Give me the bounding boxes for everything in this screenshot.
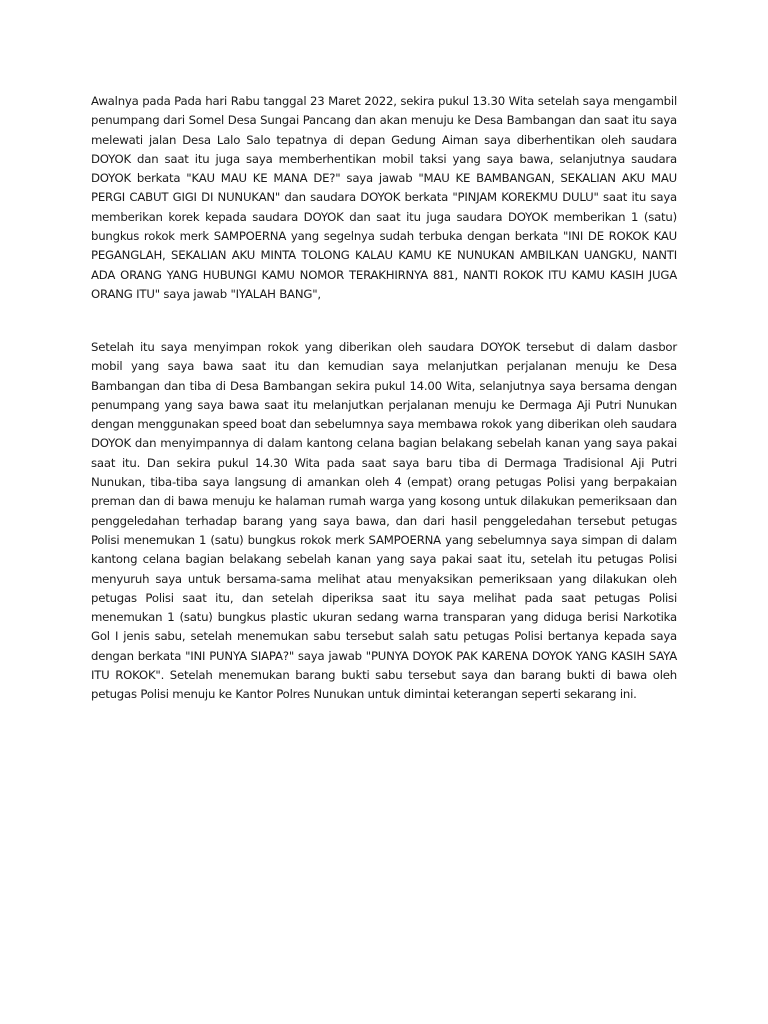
paragraph-2: Setelah itu saya menyimpan rokok yang diberikan oleh saudara DOYOK tersebut di dalam dasbor mobil yang saya bawa saat itu dan kemudian saya melanjutkan perjalanan menuju ke Desa Bambangan dan tiba di Desa Bambangan sekira pukul 14.00 Wita, selanjutnya saya bersama dengan penumpang yang saya bawa saat itu melanjutkan perjalanan menuju ke Dermaga Aji Putri Nunukan dengan menggunakan speed boat dan sebelumnya saya membawa rokok yang diberikan oleh saudara DOYOK dan menyimpannya di dalam kantong celana bagian belakang sebelah kanan yang saya pakai saat itu. Dan sekira pukul 14.30 Wita pada saat saya baru tiba di Dermaga Tradisional Aji Putri Nunukan, tiba-tiba saya langsung di amankan oleh 4 (empat) orang petugas Polisi yang berpakaian preman dan di bawa menuju ke halaman rumah warga yang kosong untuk dilakukan pemeriksaan dan penggeledahan terhadap barang yang saya bawa, dan dari hasil penggeledahan tersebut petugas Polisi menemukan 1 (satu) bungkus rokok merk SAMPOERNA yang sebelumnya saya simpan di dalam kantong celana bagian belakang sebelah kanan yang saya pakai saat itu, setelah itu petugas Polisi menyuruh saya untuk bersama-sama melihat atau menyaksikan pemeriksaan yang dilakukan oleh petugas Polisi saat itu, dan setelah diperiksa saat itu saya melihat pada saat petugas Polisi menemukan 1 (satu) bungkus plastic ukuran sedang warna transparan yang diduga berisi Narkotika Gol I jenis sabu, setelah menemukan sabu tersebut salah satu petugas Polisi bertanya kepada saya dengan berkata "INI PUNYA SIAPA?" saya jawab "PUNYA DOYOK PAK KARENA DOYOK YANG KASIH SAYA ITU ROKOK". Setelah menemukan barang bukti sabu tersebut saya dan barang bukti di bawa oleh petugas Polisi menuju ke Kantor Polres Nunukan untuk dimintai keterangan seperti sekarang ini.	[91, 340, 677, 702]
paragraph-1: Awalnya pada Pada hari Rabu tanggal 23 Maret 2022, sekira pukul 13.30 Wita setelah saya mengambil penumpang dari Somel Desa Sungai Pancang dan akan menuju ke Desa Bambangan dan saat itu saya melewati jalan Desa Lalo Salo tepatnya di depan Gedung Aiman saya diberhentikan oleh saudara DOYOK dan saat itu juga saya memberhentikan mobil taksi yang saya bawa, selanjutnya saudara DOYOK berkata "KAU MAU KE MANA DE?" saya jawab "MAU KE BAMBANGAN, SEKALIAN AKU MAU PERGI CABUT GIGI DI NUNUKAN" dan saudara DOYOK berkata "PINJAM KOREKMU DULU" saat itu saya memberikan korek kepada saudara DOYOK dan saat itu juga saudara DOYOK memberikan 1 (satu) bungkus rokok merk SAMPOERNA yang segelnya sudah terbuka dengan berkata "INI DE ROKOK KAU PEGANGLAH, SEKALIAN AKU MINTA TOLONG KALAU KAMU KE NUNUKAN AMBILKAN UANGKU, NANTI ADA ORANG YANG HUBUNGI KAMU NOMOR TERAKHIRNYA 881, NANTI ROKOK ITU KAMU KASIH JUGA ORANG ITU" saya jawab "IYALAH BANG",	[91, 94, 677, 301]
